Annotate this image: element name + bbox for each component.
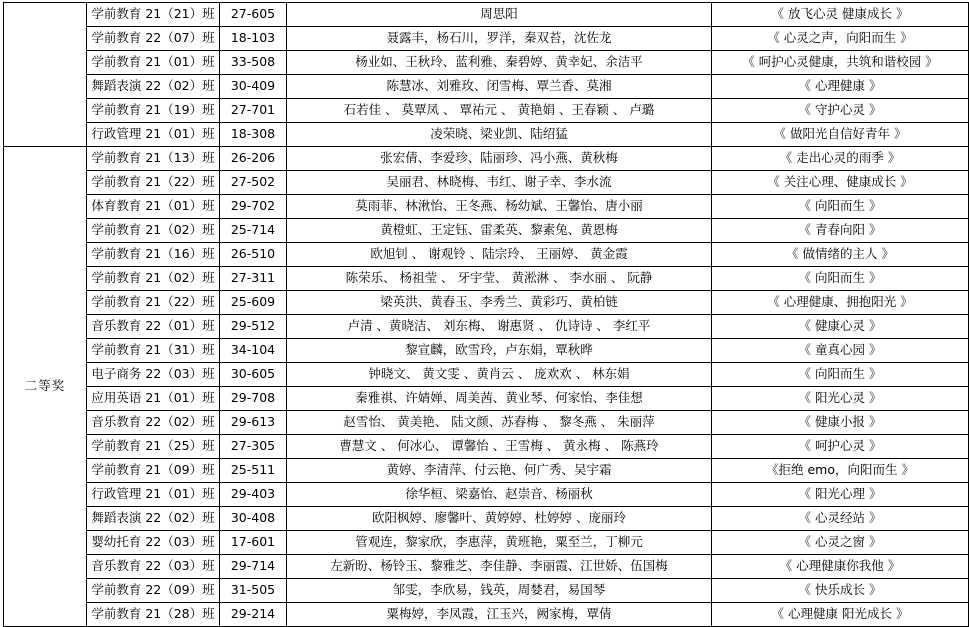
members-cell: 凌荣晓、梁业凯、陆绍猛 <box>287 123 712 147</box>
table-row <box>4 315 969 339</box>
class-name-cell: 学前教育 22（09）班 <box>87 579 220 603</box>
work-title-cell: 《 心理健康你我他 》 <box>712 555 969 579</box>
room-number-cell: 29-714 <box>220 555 287 579</box>
work-title-cell: 《 做情绪的主人 》 <box>712 243 969 267</box>
award-table-body <box>4 3 969 627</box>
class-name-cell: 学前教育 21（25）班 <box>87 435 220 459</box>
table-row <box>4 51 969 75</box>
work-title-cell: 《 心灵之窗 》 <box>712 531 969 555</box>
class-name-cell: 舞蹈表演 22（02）班 <box>87 75 220 99</box>
table-row <box>4 387 969 411</box>
members-cell: 杨业如、王秋玲、蓝利雅、秦碧婷、黄幸妃、余洁平 <box>287 51 712 75</box>
work-title-cell: 《 做阳光自信好青年 》 <box>712 123 969 147</box>
members-cell: 黄橙虹、王定钰、雷柔英、黎素兔、黄恩梅 <box>287 219 712 243</box>
members-cell: 梁英洪、黄舂玉、李秀兰、黄彩巧、黄柏链 <box>287 291 712 315</box>
members-cell: 左新盼、杨铃玉、黎雅芝、李佳静、李丽霞、江世娇、伍国梅 <box>287 555 712 579</box>
class-name-cell: 学前教育 21（28）班 <box>87 603 220 627</box>
members-cell: 曹慧文 、 何冰心、 谭馨怡 、王雪梅 、 黄永梅 、 陈燕玲 <box>287 435 712 459</box>
work-title-cell: 《 阳光心理 》 <box>712 483 969 507</box>
table-row <box>4 435 969 459</box>
room-number-cell: 30-605 <box>220 363 287 387</box>
class-name-cell: 音乐教育 22（02）班 <box>87 411 220 435</box>
room-number-cell: 18-308 <box>220 123 287 147</box>
award-sheet <box>0 2 947 622</box>
work-title-cell: 《 向阳而生 》 <box>712 195 969 219</box>
members-cell: 秦雅祺、许婧婵、周美茜、黄业琴、何家怡、李佳想 <box>287 387 712 411</box>
room-number-cell: 25-714 <box>220 219 287 243</box>
class-name-cell: 学前教育 21（02）班 <box>87 267 220 291</box>
table-row <box>4 219 969 243</box>
work-title-cell: 《 心理健康 阳光成长 》 <box>712 603 969 627</box>
work-title-cell: 《 快乐成长 》 <box>712 579 969 603</box>
table-row <box>4 27 969 51</box>
table-row <box>4 3 969 27</box>
class-name-cell: 学前教育 21（16）班 <box>87 243 220 267</box>
room-number-cell: 17-601 <box>220 531 287 555</box>
room-number-cell: 18-103 <box>220 27 287 51</box>
work-title-cell: 《 心灵之声，向阳而生 》 <box>712 27 969 51</box>
table-row <box>4 459 969 483</box>
work-title-cell: 《 青春向阳 》 <box>712 219 969 243</box>
room-number-cell: 29-512 <box>220 315 287 339</box>
room-number-cell: 34-104 <box>220 339 287 363</box>
room-number-cell: 27-701 <box>220 99 287 123</box>
members-cell: 张宏倩、李爱珍、陆丽珍、冯小燕、黄秋梅 <box>287 147 712 171</box>
award-group-label: 二等奖 <box>4 147 87 627</box>
work-title-cell: 《 守护心灵 》 <box>712 99 969 123</box>
members-cell: 陈慧冰、刘雅玫、闭雪梅、覃兰香、莫湘 <box>287 75 712 99</box>
class-name-cell: 学前教育 21（09）班 <box>87 459 220 483</box>
table-row <box>4 171 969 195</box>
table-row <box>4 267 969 291</box>
room-number-cell: 29-702 <box>220 195 287 219</box>
members-cell: 陈荣乐、 杨祖莹 、 牙宇莹、 黄淞淋 、 李水丽 、 阮静 <box>287 267 712 291</box>
table-row <box>4 195 969 219</box>
room-number-cell: 33-508 <box>220 51 287 75</box>
room-number-cell: 27-311 <box>220 267 287 291</box>
class-name-cell: 应用英语 21（01）班 <box>87 387 220 411</box>
class-name-cell: 音乐教育 22（01）班 <box>87 315 220 339</box>
class-name-cell: 学前教育 21（22）班 <box>87 291 220 315</box>
members-cell: 黄婷、李清萍、付云艳、何广秀、吴宇霜 <box>287 459 712 483</box>
work-title-cell: 《 放飞心灵 健康成长 》 <box>712 3 969 27</box>
members-cell: 欧旭钊 、 谢观铃 、陆宗玲、 王丽婷、 黄金霞 <box>287 243 712 267</box>
work-title-cell: 《 童真心园 》 <box>712 339 969 363</box>
members-cell: 卢清 、黄晓洁、 刘东梅、 谢惠贤 、 仇诗诗 、 李红平 <box>287 315 712 339</box>
work-title-cell: 《 关注心理、健康成长 》 <box>712 171 969 195</box>
members-cell: 欧阳枫婷、廖馨叶、黄婷婷、杜婷婷 、庞丽玲 <box>287 507 712 531</box>
class-name-cell: 体育教育 21（01）班 <box>87 195 220 219</box>
table-row <box>4 339 969 363</box>
table-row <box>4 507 969 531</box>
table-row <box>4 243 969 267</box>
room-number-cell: 27-502 <box>220 171 287 195</box>
room-number-cell: 26-510 <box>220 243 287 267</box>
room-number-cell: 29-613 <box>220 411 287 435</box>
work-title-cell: 《 心灵经站 》 <box>712 507 969 531</box>
members-cell: 徐华桓、梁嘉怡、赵崇音、杨丽秋 <box>287 483 712 507</box>
table-row <box>4 147 969 171</box>
table-row <box>4 363 969 387</box>
class-name-cell: 学前教育 21（22）班 <box>87 171 220 195</box>
work-title-cell: 《 呵护心灵健康，共筑和谐校园 》 <box>712 51 969 75</box>
room-number-cell: 31-505 <box>220 579 287 603</box>
work-title-cell: 《 向阳而生 》 <box>712 267 969 291</box>
members-cell: 管观连，黎家欣，李惠萍，黄班艳，粟至兰，丁柳元 <box>287 531 712 555</box>
table-row <box>4 483 969 507</box>
room-number-cell: 26-206 <box>220 147 287 171</box>
class-name-cell: 学前教育 21（31）班 <box>87 339 220 363</box>
room-number-cell: 30-408 <box>220 507 287 531</box>
work-title-cell: 《 健康心灵 》 <box>712 315 969 339</box>
table-row <box>4 75 969 99</box>
room-number-cell: 29-708 <box>220 387 287 411</box>
table-row <box>4 531 969 555</box>
work-title-cell: 《 心理健康、拥抱阳光 》 <box>712 291 969 315</box>
work-title-cell: 《 向阳而生 》 <box>712 363 969 387</box>
class-name-cell: 学前教育 22（07）班 <box>87 27 220 51</box>
room-number-cell: 25-511 <box>220 459 287 483</box>
members-cell: 莫雨菲、林湫怡、王冬燕、杨幼斌、王馨怡、唐小丽 <box>287 195 712 219</box>
class-name-cell: 婴幼托育 22（03）班 <box>87 531 220 555</box>
members-cell: 聂露丰，杨石川，罗洋，秦双苔，沈佐龙 <box>287 27 712 51</box>
table-row <box>4 603 969 627</box>
class-name-cell: 舞蹈表演 22（02）班 <box>87 507 220 531</box>
work-title-cell: 《 呵护心灵 》 <box>712 435 969 459</box>
class-name-cell: 学前教育 21（19）班 <box>87 99 220 123</box>
class-name-cell: 行政管理 21（01）班 <box>87 123 220 147</box>
class-name-cell: 学前教育 21（21）班 <box>87 3 220 27</box>
class-name-cell: 学前教育 21（02）班 <box>87 219 220 243</box>
room-number-cell: 25-609 <box>220 291 287 315</box>
work-title-cell: 《 心理健康 》 <box>712 75 969 99</box>
award-table <box>3 2 969 627</box>
work-title-cell: 《 阳光心灵 》 <box>712 387 969 411</box>
class-name-cell: 音乐教育 22（03）班 <box>87 555 220 579</box>
table-row <box>4 123 969 147</box>
room-number-cell: 29-214 <box>220 603 287 627</box>
work-title-cell: 《 走出心灵的雨季 》 <box>712 147 969 171</box>
members-cell: 粟梅婷，李凤霞，江玉兴，阙家梅，覃倩 <box>287 603 712 627</box>
class-name-cell: 行政管理 21（01）班 <box>87 483 220 507</box>
members-cell: 钟晓文、 黄文雯 、黄肖云 、 庞欢欢 、 林东娟 <box>287 363 712 387</box>
room-number-cell: 27-305 <box>220 435 287 459</box>
class-name-cell: 学前教育 21（13）班 <box>87 147 220 171</box>
members-cell: 石若佳 、 莫覃凤 、 覃祐元 、 黄艳娟 、王春颖 、 卢璐 <box>287 99 712 123</box>
table-row <box>4 411 969 435</box>
work-title-cell: 《 健康小报 》 <box>712 411 969 435</box>
class-name-cell: 学前教育 21（01）班 <box>87 51 220 75</box>
members-cell: 赵雪怡、 黄美艳、 陆文颜、苏舂梅 、 黎冬燕 、 朱丽萍 <box>287 411 712 435</box>
members-cell: 黎宣麟，欧雪玲，卢东娟，覃秋晔 <box>287 339 712 363</box>
award-group-label <box>4 3 87 147</box>
members-cell: 周思阳 <box>287 3 712 27</box>
table-row <box>4 579 969 603</box>
table-row <box>4 555 969 579</box>
room-number-cell: 30-409 <box>220 75 287 99</box>
work-title-cell: 《拒绝 emo，向阳而生 》 <box>712 459 969 483</box>
table-row <box>4 291 969 315</box>
members-cell: 邹雯，李欣易，钱英，周婪君，易国琴 <box>287 579 712 603</box>
members-cell: 吴丽君、林晓梅、韦红、谢子幸、李水流 <box>287 171 712 195</box>
room-number-cell: 27-605 <box>220 3 287 27</box>
table-row <box>4 99 969 123</box>
class-name-cell: 电子商务 22（03）班 <box>87 363 220 387</box>
room-number-cell: 29-403 <box>220 483 287 507</box>
